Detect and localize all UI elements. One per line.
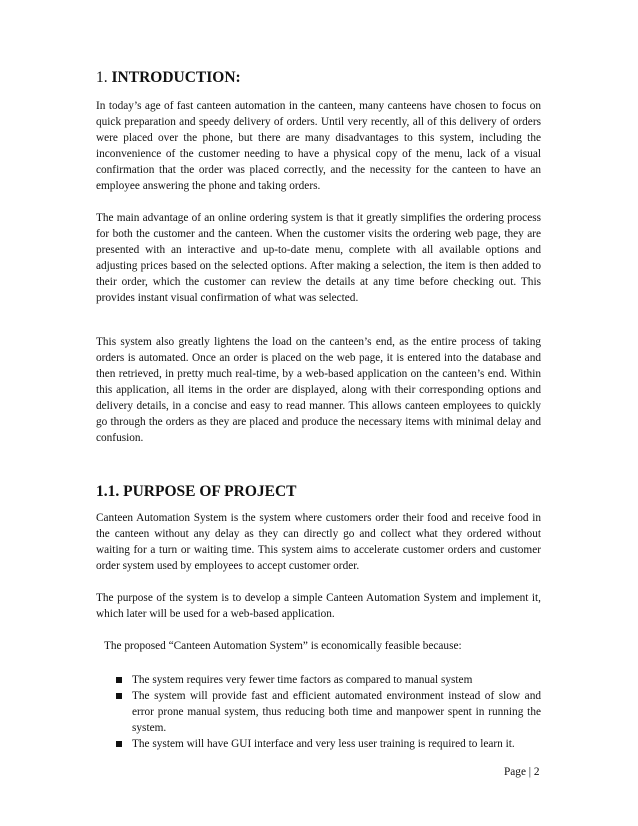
intro-paragraph-3: This system also greatly lightens the load on the canteen’s end, as the entire process of taking orders is automated. Once an order is placed on the web page, it is entered into the database and then retrieved, in pretty much real-time, by a web-based application on the canteen’s end. Within this application, all items in the order are displayed, along with their corresponding options and delivery details, in a concise and easy to read manner. This allows canteen employees to quickly go through the orders as they are placed and produce the necessary items with minimal delay and confusion. bbox=[96, 336, 541, 444]
intro-paragraph-2: The main advantage of an online ordering system is that it greatly simplifies the ordering process for both the customer and the canteen. When the customer visits the ordering web page, they are presented with an interactive and up-to-date menu, complete with all available options and adjusting prices based on the selected options. After making a selection, the item is then added to their order, which the customer can review the details at any time before checking out. This provides instant visual confirmation of what was selected. bbox=[96, 212, 541, 304]
section-title: INTRODUCTION: bbox=[111, 69, 241, 86]
feasibility-list bbox=[96, 672, 541, 752]
intro-paragraph-1: In today’s age of fast canteen automation in the canteen, many canteens have chosen to focus on quick preparation and speedy delivery of orders. Until very recently, all of this delivery of orders were placed over the phone, but there are many disadvantages to this system, including the inconvenience of the customer needing to have a physical copy of the menu, lack of a visual confirmation that the order was placed correctly, and the necessity for the canteen to have an employee answering the phone and taking orders. bbox=[96, 100, 541, 192]
section-heading-purpose: 1.1. PURPOSE OF PROJECT bbox=[96, 483, 297, 500]
purpose-paragraph-2: The purpose of the system is to develop a simple Canteen Automation System and implement it, which later will be used for a web-based application. bbox=[96, 592, 541, 620]
square-bullet-icon bbox=[116, 693, 122, 699]
purpose-paragraph-1: Canteen Automation System is the system where customers order their food and receive food in the canteen without any delay as they can directly go and collect what they ordered without waiting for a turn or waiting time. This system aims to accelerate customer orders and customer order system used by employees to accept customer order. bbox=[96, 512, 541, 572]
list-item-text: The system will have GUI interface and very less user training is required to learn it. bbox=[132, 738, 515, 750]
section-number: 1. bbox=[96, 69, 108, 86]
list-item-text: The system requires very fewer time factors as compared to manual system bbox=[132, 674, 473, 686]
page-number: Page | 2 bbox=[504, 766, 540, 778]
list-item bbox=[116, 736, 541, 752]
square-bullet-icon bbox=[116, 741, 122, 747]
list-item-text: The system will provide fast and efficient automated environment instead of slow and error prone manual system, thus reducing both time and manpower spent in running the system. bbox=[132, 690, 541, 734]
list-item bbox=[116, 688, 541, 736]
feasibility-intro: The proposed “Canteen Automation System” is economically feasible because: bbox=[104, 640, 462, 652]
page-content bbox=[96, 68, 541, 752]
square-bullet-icon bbox=[116, 677, 122, 683]
list-item bbox=[116, 672, 541, 688]
section-heading-introduction bbox=[96, 68, 541, 88]
